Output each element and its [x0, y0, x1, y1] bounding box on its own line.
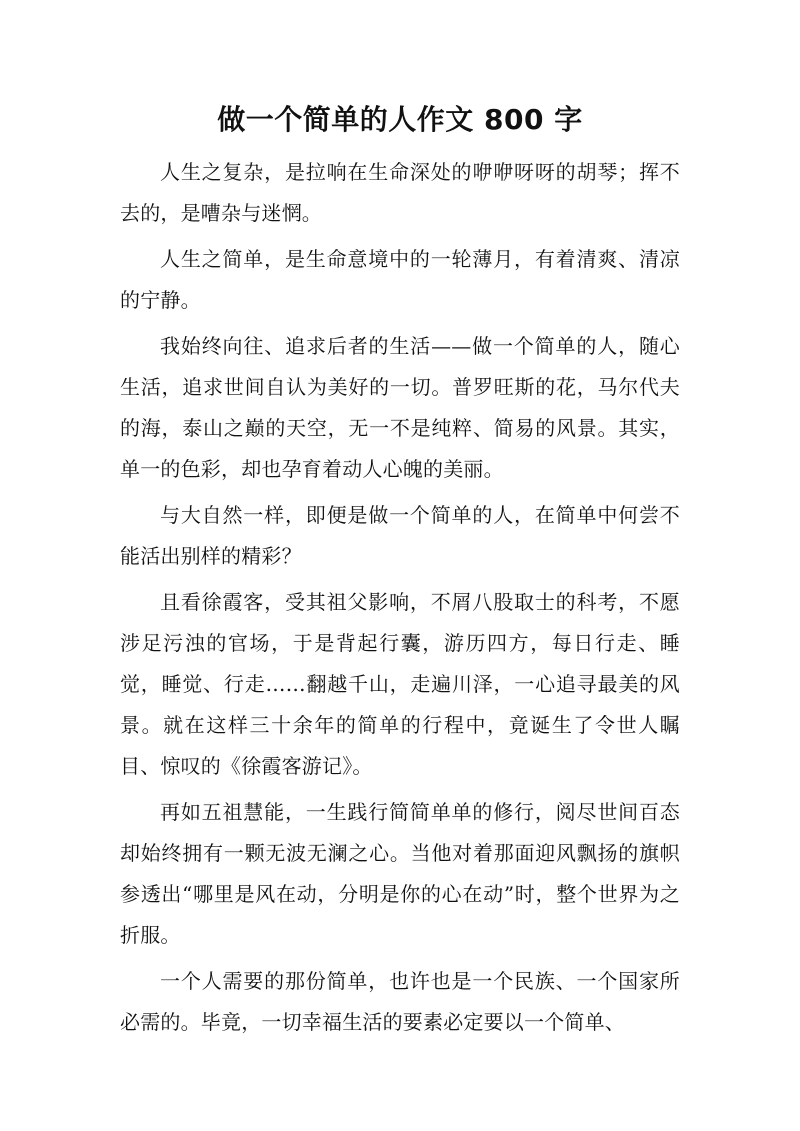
paragraph-6: 再如五祖慧能，一生践行简简单单的修行，阅尽世间百态却始终拥有一颗无波无澜之心。当他对着那面迎风飘扬的旗帜参透出“哪里是风在动，分明是你的心在动”时，整个世界为之折服。 — [120, 800, 680, 947]
paragraph-1: 人生之复杂，是拉响在生命深处的咿咿呀呀的胡琴；挥不去的，是嘈杂与迷惘。 — [120, 160, 680, 225]
paragraph-5: 且看徐霞客，受其祖父影响，不屑八股取士的科考，不愿涉足污浊的官场，于是背起行囊，游历四方，每日行走、睡觉，睡觉、行走……翻越千山，走遍川泽，一心追寻最美的风景。就在这样三十余年的简单的行程中，竟诞生了令世人瞩目、惊叹的《徐霞客游记》。 — [120, 590, 680, 778]
paragraph-4: 与大自然一样，即便是做一个简单的人，在简单中何尝不能活出别样的精彩？ — [120, 503, 680, 568]
paragraph-7: 一个人需要的那份简单，也许也是一个民族、一个国家所必需的。毕竟，一切幸福生活的要素必定要以一个简单、 — [120, 969, 680, 1034]
paragraph-2: 人生之简单，是生命意境中的一轮薄月，有着清爽、清凉的宁静。 — [120, 247, 680, 312]
document-title: 做一个简单的人作文 800 字 — [217, 103, 583, 136]
document-body — [120, 152, 680, 1048]
paragraph-3: 我始终向往、追求后者的生活——做一个简单的人，随心生活，追求世间自认为美好的一切。普罗旺斯的花，马尔代夫的海，泰山之巅的天空，无一不是纯粹、简易的风景。其实，单一的色彩，却也孕育着动人心魄的美丽。 — [120, 334, 680, 481]
